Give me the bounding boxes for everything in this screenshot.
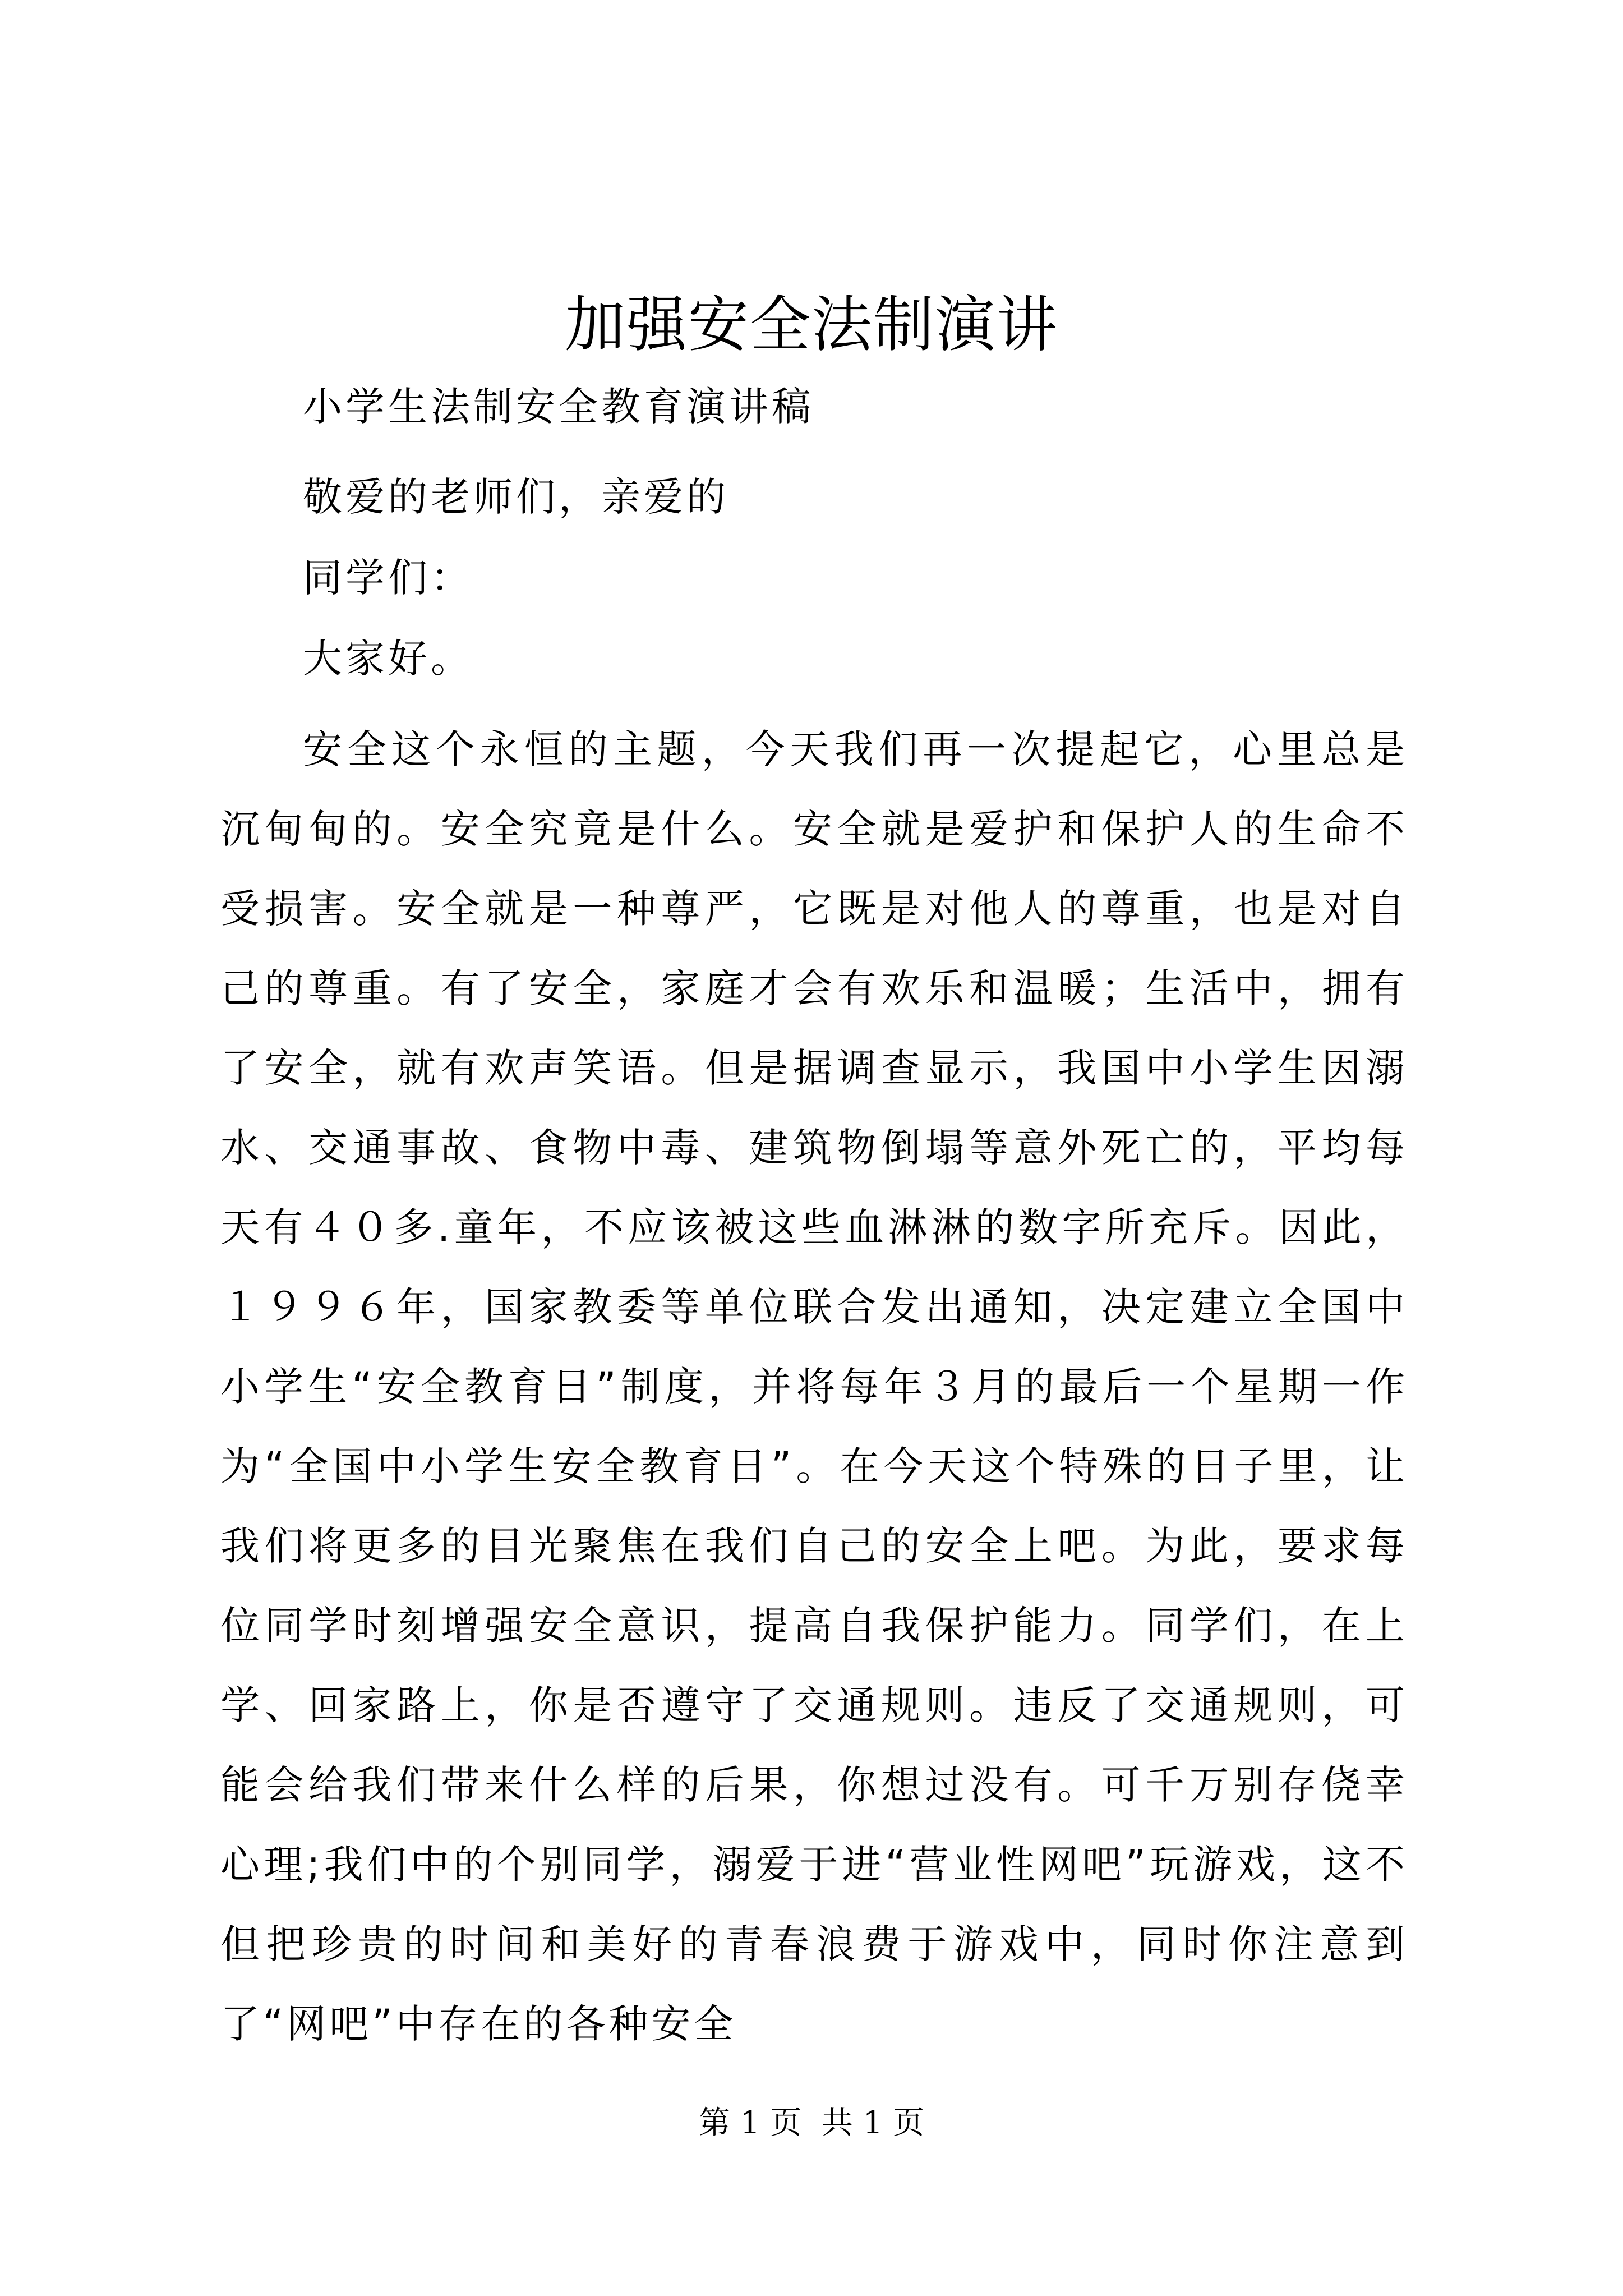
greeting-line: 大家好。: [303, 636, 473, 682]
salutation-line: 敬爱的老师们，亲爱的: [303, 474, 729, 520]
salutation-line-continued: 同学们：: [303, 555, 473, 601]
body-paragraph: 安全这个永恒的主题，今天我们再一次提起它，心里总是沉甸甸的。安全究竟是什么。安全就是爱护和保护人的生命不受损害。安全就是一种尊严，它既是对他人的尊重，也是对自己的尊重。有了安全，家庭才会有欢乐和温暖；生活中，拥有了安全，就有欢声笑语。但是据调查显示，我国中小学生因溺水、交通事故、食物中毒、建筑物倒塌等意外死亡的，平均每天有４０多.童年，不应该被这些血淋淋的数字所充斥。因此，１９９６年，国家教委等单位联合发出通知，决定建立全国中小学生“安全教育日”制度，并将每年３月的最后一个星期一作为“全国中小学生安全教育日”。在今天这个特殊的日子里，让我们将更多的目光聚焦在我们自己的安全上吧。为此，要求每位同学时刻增强安全意识，提高自我保护能力。同学们，在上学、回家路上，你是否遵守了交通规则。违反了交通规则，可能会给我们带来什么样的后果，你想过没有。可千万别存侥幸心理;我们中的个别同学，溺爱于进“营业性网吧”玩游戏，这不但把珍贵的时间和美好的青春浪费于游戏中，同时你注意到了“网吧”中存在的各种安全: [220, 726, 1408, 2047]
page-number-footer: 第 1 页 共 1 页: [698, 2105, 925, 2141]
document-title: 加强安全法制演讲: [564, 290, 1058, 360]
subtitle-line: 小学生法制安全教育演讲稿: [303, 384, 814, 430]
